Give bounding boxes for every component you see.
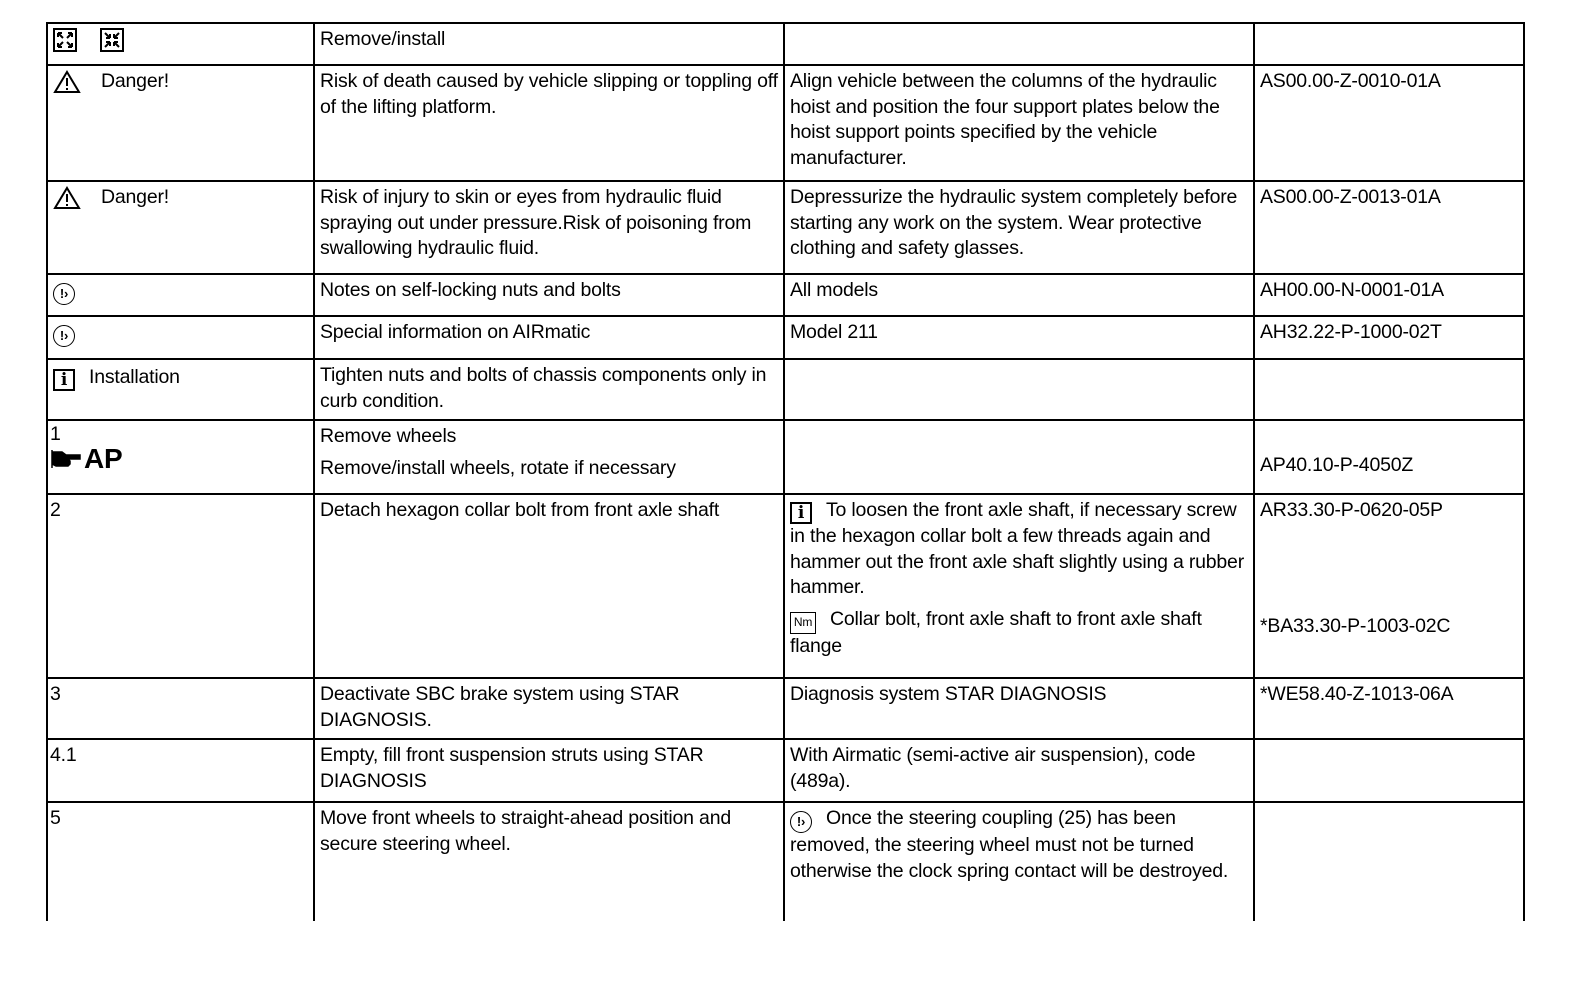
- collapse-icon: [100, 28, 124, 52]
- reference-link[interactable]: AS00.00-Z-0013-01A: [1254, 181, 1524, 274]
- torque-note: Collar bolt, front axle shaft to front axle shaft flange: [790, 607, 1202, 657]
- notes: Once the steering coupling (25) has been removed, the steering wheel must not be turned otherwise the clock spring contact will be destroyed.: [790, 807, 1229, 882]
- step-number: 1: [50, 423, 61, 445]
- step-text: Notes on self-locking nuts and bolts: [314, 274, 784, 316]
- cell-icons: [47, 23, 314, 65]
- notes: [784, 420, 1254, 494]
- note-icon: !›: [53, 325, 75, 347]
- reference: [1254, 739, 1524, 802]
- ap-label: AP: [84, 443, 123, 474]
- notes: To loosen the front axle shaft, if necessary screw in the hexagon collar bolt a few threads again and hammer out the front axle shaft slightly using a rubber hammer.: [790, 499, 1244, 598]
- step-text: Remove wheels: [320, 425, 457, 447]
- procedure-table: [46, 22, 1525, 921]
- note-icon: !›: [790, 811, 812, 833]
- table-row: [47, 359, 1524, 420]
- step-text: Empty, fill front suspension struts using STAR DIAGNOSIS: [314, 739, 784, 802]
- danger-label: Danger!: [101, 186, 169, 208]
- step-text: Tighten nuts and bolts of chassis components only in curb condition.: [314, 359, 784, 420]
- step-text: Move front wheels to straight-ahead position and secure steering wheel.: [314, 802, 784, 921]
- step-text: Detach hexagon collar bolt from front axle shaft: [314, 494, 784, 678]
- step-number: 2: [47, 494, 314, 678]
- info-icon: i: [53, 369, 75, 391]
- step-number: 4.1: [47, 739, 314, 802]
- reference-link[interactable]: AH00.00-N-0001-01A: [1254, 274, 1524, 316]
- reference: [1254, 23, 1524, 65]
- table-row: [47, 494, 1524, 678]
- table-row: [47, 23, 1524, 65]
- installation-label: Installation: [89, 366, 180, 388]
- notes: [784, 23, 1254, 65]
- reference-link[interactable]: AH32.22-P-1000-02T: [1254, 316, 1524, 359]
- table-row: [47, 65, 1524, 181]
- reference: [1254, 802, 1524, 921]
- reference-link[interactable]: *WE58.40-Z-1013-06A: [1254, 678, 1524, 739]
- table-row: [47, 274, 1524, 316]
- step-number: 3: [47, 678, 314, 739]
- note-icon: !›: [53, 283, 75, 305]
- pointing-hand-icon: [50, 448, 84, 470]
- notes: [784, 359, 1254, 420]
- reference-link[interactable]: AR33.30-P-0620-05P: [1260, 499, 1443, 521]
- step-text: Deactivate SBC brake system using STAR DIAGNOSIS.: [314, 678, 784, 739]
- notes: Diagnosis system STAR DIAGNOSIS: [784, 678, 1254, 739]
- step-text: Remove/install: [314, 23, 784, 65]
- reference-link[interactable]: AP40.10-P-4050Z: [1260, 454, 1414, 476]
- reference-link[interactable]: AS00.00-Z-0010-01A: [1254, 65, 1524, 181]
- table-row: [47, 181, 1524, 274]
- table-row: [47, 316, 1524, 359]
- info-icon: i: [790, 502, 812, 524]
- step-text: Risk of injury to skin or eyes from hydraulic fluid spraying out under pressure.Risk of poisoning from swallowing hydraulic fluid.: [314, 181, 784, 274]
- table-row: [47, 802, 1524, 921]
- table-row: [47, 739, 1524, 802]
- warning-icon: [53, 186, 81, 210]
- step-number: 5: [47, 802, 314, 921]
- table-row: [47, 678, 1524, 739]
- torque-icon: Nm: [790, 612, 816, 634]
- reference: [1254, 359, 1524, 420]
- notes: All models: [784, 274, 1254, 316]
- step-text: Risk of death caused by vehicle slipping or toppling off of the lifting platform.: [314, 65, 784, 181]
- notes: Depressurize the hydraulic system completely before starting any work on the system. Wear protective clothing and safety glasses.: [784, 181, 1254, 274]
- table-row: [47, 420, 1524, 494]
- step-text: Special information on AIRmatic: [314, 316, 784, 359]
- warning-icon: [53, 70, 81, 94]
- notes: Align vehicle between the columns of the hydraulic hoist and position the four support plates below the hoist support points specified by the vehicle manufacturer.: [784, 65, 1254, 181]
- notes: Model 211: [784, 316, 1254, 359]
- danger-label: Danger!: [101, 70, 169, 92]
- sub-step-link[interactable]: Remove/install wheels, rotate if necessary: [320, 456, 676, 479]
- notes: With Airmatic (semi-active air suspension), code (489a).: [784, 739, 1254, 802]
- expand-icon: [53, 28, 77, 52]
- reference-link[interactable]: *BA33.30-P-1003-02C: [1260, 614, 1451, 637]
